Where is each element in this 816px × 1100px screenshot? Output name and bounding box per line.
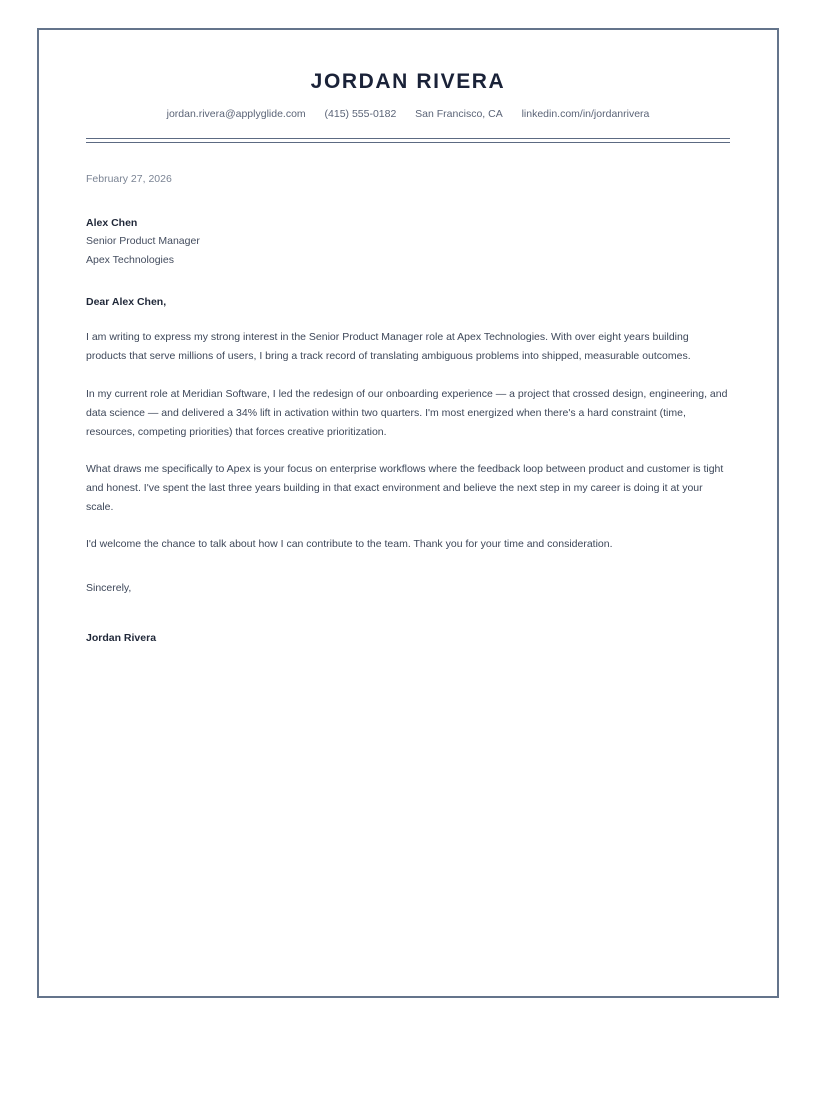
body-paragraph-2: In my current role at Meridian Software, I led the redesign of our onboarding experience — a project that crossed design, engineering, and data science — and delivered a 34% lift in activation within two quarters. I'm most energized when there's a hard constraint (time, resources, competing priorities) that forces creative prioritization.	[86, 387, 728, 438]
contact-location: San Francisco, CA	[415, 108, 503, 121]
letter-date: February 27, 2026	[86, 172, 172, 185]
contact-phone[interactable]: (415) 555-0182	[324, 108, 397, 121]
contact-email[interactable]: jordan.rivera@applyglide.com	[166, 108, 306, 121]
recipient-block	[86, 214, 730, 270]
body-paragraph-3: What draws me specifically to Apex is your focus on enterprise workflows where the feedback loop between product and customer is tight and honest. I've spent the last three years building in that exact environment and believe the next step in my career is doing it at your scale.	[86, 462, 724, 514]
contact-line	[86, 107, 730, 122]
document-page	[37, 28, 779, 998]
salutation: Dear Alex Chen,	[86, 295, 167, 308]
signature-name: Jordan Rivera	[86, 632, 157, 645]
letterhead	[86, 30, 730, 143]
recipient-company: Apex Technologies	[86, 253, 174, 266]
contact-linkedin[interactable]: linkedin.com/in/jordanrivera	[521, 108, 650, 121]
page-sheet	[39, 30, 777, 647]
recipient-name: Alex Chen	[86, 216, 138, 229]
recipient-title: Senior Product Manager	[86, 235, 200, 248]
header-divider-rule	[86, 138, 730, 143]
page-title: JORDAN RIVERA	[310, 70, 506, 93]
body-paragraph-1: I am writing to express my strong interest in the Senior Product Manager role at Apex Technologies. With over eight years building products that serve millions of users, I bring a track record of translating ambiguous problems into shipped, measurable outcomes.	[86, 331, 691, 363]
body-paragraph-4: I'd welcome the chance to talk about how I can contribute to the team. Thank you for your time and consideration.	[86, 538, 613, 551]
closing-line: Sincerely,	[86, 582, 132, 595]
